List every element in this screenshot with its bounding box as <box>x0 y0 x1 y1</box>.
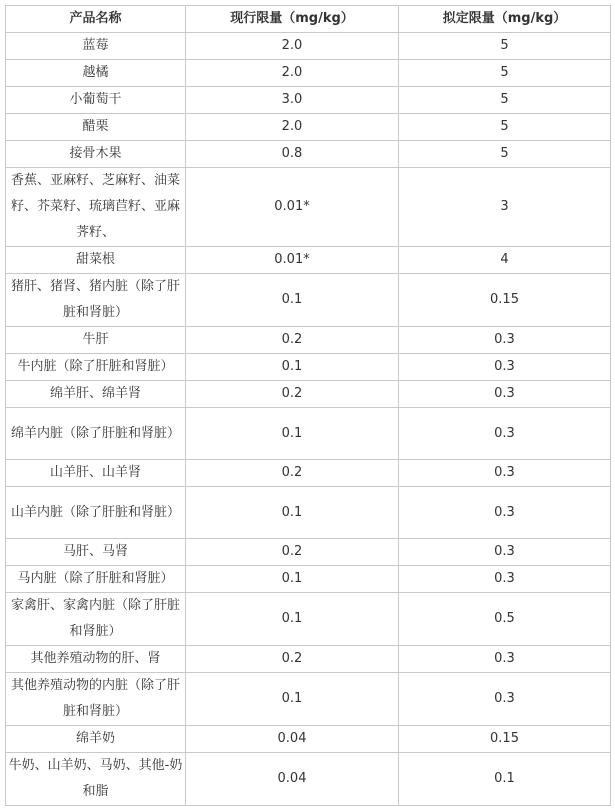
cell-product: 猪肝、猪肾、猪内脏（除了肝脏和肾脏） <box>6 274 186 327</box>
header-proposed-limit: 拟定限量（mg/kg） <box>399 6 611 33</box>
cell-proposed-limit: 0.3 <box>399 381 611 408</box>
cell-proposed-limit: 5 <box>399 60 611 87</box>
table-row <box>6 354 611 381</box>
cell-current-limit: 0.2 <box>186 381 399 408</box>
table-row <box>6 327 611 354</box>
cell-product: 牛内脏（除了肝脏和肾脏） <box>6 354 186 381</box>
table-row <box>6 566 611 593</box>
cell-current-limit: 0.1 <box>186 408 399 460</box>
cell-proposed-limit: 0.3 <box>399 327 611 354</box>
cell-proposed-limit: 0.3 <box>399 408 611 460</box>
cell-proposed-limit: 0.15 <box>399 726 611 753</box>
cell-current-limit: 0.2 <box>186 539 399 566</box>
cell-proposed-limit: 0.3 <box>399 673 611 726</box>
mrl-table <box>5 5 611 806</box>
table-row <box>6 168 611 247</box>
table-row <box>6 247 611 274</box>
cell-current-limit: 0.2 <box>186 646 399 673</box>
cell-product: 香蕉、亚麻籽、芝麻籽、油菜籽、芥菜籽、琉璃苣籽、亚麻荠籽、 <box>6 168 186 247</box>
cell-product: 绵羊奶 <box>6 726 186 753</box>
cell-current-limit: 0.1 <box>186 593 399 646</box>
table-row <box>6 539 611 566</box>
cell-product: 牛奶、山羊奶、马奶、其他-奶和脂 <box>6 753 186 806</box>
cell-current-limit: 0.04 <box>186 753 399 806</box>
header-current-limit: 现行限量（mg/kg） <box>186 6 399 33</box>
table-row <box>6 381 611 408</box>
table-row <box>6 753 611 806</box>
cell-proposed-limit: 0.15 <box>399 274 611 327</box>
table-row <box>6 33 611 60</box>
table-row <box>6 673 611 726</box>
cell-proposed-limit: 3 <box>399 168 611 247</box>
cell-current-limit: 0.1 <box>186 566 399 593</box>
table-row <box>6 726 611 753</box>
cell-current-limit: 2.0 <box>186 33 399 60</box>
cell-proposed-limit: 0.3 <box>399 646 611 673</box>
table-row <box>6 114 611 141</box>
table-header <box>6 6 611 33</box>
cell-proposed-limit: 5 <box>399 141 611 168</box>
cell-product: 绵羊肝、绵羊肾 <box>6 381 186 408</box>
cell-product: 牛肝 <box>6 327 186 354</box>
cell-current-limit: 0.8 <box>186 141 399 168</box>
cell-product: 接骨木果 <box>6 141 186 168</box>
cell-current-limit: 2.0 <box>186 114 399 141</box>
table-row <box>6 274 611 327</box>
cell-current-limit: 0.01* <box>186 247 399 274</box>
cell-proposed-limit: 0.5 <box>399 593 611 646</box>
cell-current-limit: 0.1 <box>186 274 399 327</box>
table-row <box>6 593 611 646</box>
table-body <box>6 33 611 806</box>
cell-current-limit: 2.0 <box>186 60 399 87</box>
cell-current-limit: 0.2 <box>186 327 399 354</box>
cell-product: 甜菜根 <box>6 247 186 274</box>
table-row <box>6 408 611 460</box>
cell-current-limit: 0.04 <box>186 726 399 753</box>
cell-product: 马内脏（除了肝脏和肾脏） <box>6 566 186 593</box>
cell-product: 其他养殖动物的内脏（除了肝脏和肾脏） <box>6 673 186 726</box>
cell-product: 山羊内脏（除了肝脏和肾脏） <box>6 487 186 539</box>
table-row <box>6 487 611 539</box>
cell-proposed-limit: 5 <box>399 114 611 141</box>
cell-proposed-limit: 0.1 <box>399 753 611 806</box>
cell-proposed-limit: 0.3 <box>399 539 611 566</box>
cell-product: 小葡萄干 <box>6 87 186 114</box>
table-row <box>6 141 611 168</box>
cell-proposed-limit: 0.3 <box>399 566 611 593</box>
header-product: 产品名称 <box>6 6 186 33</box>
cell-product: 马肝、马肾 <box>6 539 186 566</box>
cell-proposed-limit: 4 <box>399 247 611 274</box>
cell-proposed-limit: 5 <box>399 87 611 114</box>
cell-product: 其他养殖动物的肝、肾 <box>6 646 186 673</box>
cell-product: 绵羊内脏（除了肝脏和肾脏） <box>6 408 186 460</box>
cell-current-limit: 0.1 <box>186 487 399 539</box>
header-row <box>6 6 611 33</box>
cell-product: 山羊肝、山羊肾 <box>6 460 186 487</box>
cell-product: 醋栗 <box>6 114 186 141</box>
cell-current-limit: 0.1 <box>186 354 399 381</box>
cell-product: 越橘 <box>6 60 186 87</box>
cell-proposed-limit: 5 <box>399 33 611 60</box>
cell-product: 家禽肝、家禽内脏（除了肝脏和肾脏） <box>6 593 186 646</box>
table-row <box>6 87 611 114</box>
cell-proposed-limit: 0.3 <box>399 460 611 487</box>
cell-current-limit: 0.01* <box>186 168 399 247</box>
table-row <box>6 460 611 487</box>
cell-current-limit: 0.2 <box>186 460 399 487</box>
cell-current-limit: 0.1 <box>186 673 399 726</box>
table-row <box>6 60 611 87</box>
cell-proposed-limit: 0.3 <box>399 487 611 539</box>
cell-current-limit: 3.0 <box>186 87 399 114</box>
cell-product: 蓝莓 <box>6 33 186 60</box>
table-row <box>6 646 611 673</box>
cell-proposed-limit: 0.3 <box>399 354 611 381</box>
